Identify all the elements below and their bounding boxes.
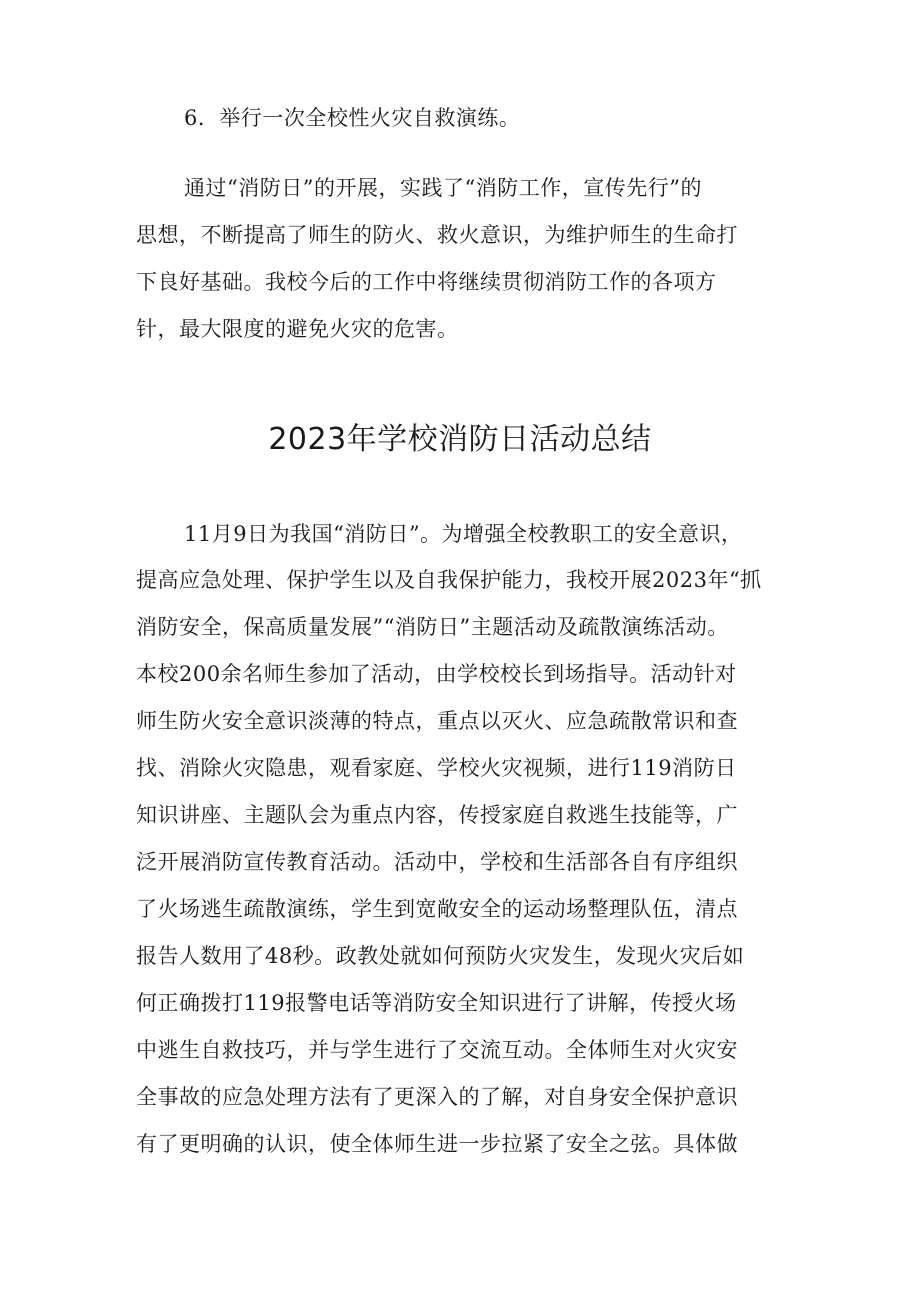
body-line: 找、消除火灾隐患，观看家庭、学校火灾视频，进行119消防日 [136,756,737,780]
body-line: 师生防火安全意识淡薄的特点，重点以灭火、应急疏散常识和查 [136,709,738,733]
list-item-6: 6．举行一次全校性火灾自救演练。 [184,106,521,130]
body-line: 全事故的应急处理方法有了更深入的了解，对自身安全保护意识 [136,1085,738,1109]
body-line: 本校200余名师生参加了活动，由学校校长到场指导。活动针对 [136,662,737,686]
body-line: 提高应急处理、保护学生以及自我保护能力，我校开展2023年“抓 [136,568,762,592]
article-title: 2023年学校消防日活动总结 [268,422,652,457]
body-line: 中逃生自救技巧，并与学生进行了交流互动。全体师生对火灾安 [136,1038,738,1062]
body-line: 消防安全，保高质量发展”“消防日”主题活动及疏散演练活动。 [136,615,729,639]
body-line: 报告人数用了48秒。政教处就如何预防火灾发生，发现火灾后如 [136,944,745,968]
summary-line: 思想，不断提高了师生的防火、救火意识，为维护师生的生命打 [136,223,738,247]
body-line: 11月9日为我国“消防日”。为增强全校教职工的安全意识， [184,522,743,546]
body-line: 知识讲座、主题队会为重点内容，传授家庭自救逃生技能等，广 [136,803,738,827]
body-line: 泛开展消防宣传教育活动。活动中，学校和生活部各自有序组织 [136,850,738,874]
summary-line: 下良好基础。我校今后的工作中将继续贯彻消防工作的各项方 [136,270,717,294]
body-line: 了火场逃生疏散演练，学生到宽敞安全的运动场整理队伍，清点 [136,897,738,921]
body-line: 何正确拨打119报警电话等消防安全知识进行了讲解，传授火场 [136,991,737,1015]
summary-line: 通过“消防日”的开展，实践了“消防工作，宣传先行”的 [184,176,702,200]
body-line: 有了更明确的认识，使全体师生进一步拉紧了安全之弦。具体做 [136,1132,738,1156]
summary-line: 针，最大限度的避免火灾的危害。 [136,317,459,341]
